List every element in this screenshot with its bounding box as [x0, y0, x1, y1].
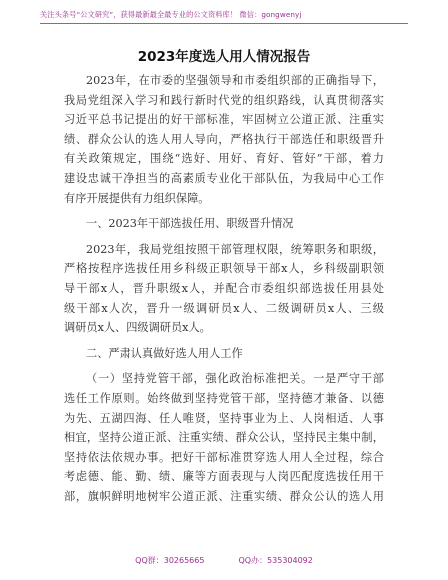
document-title: 2023年度选人用人情况报告	[137, 49, 311, 65]
body-line: 调研员x人、四级调研员x人。	[64, 321, 211, 335]
body-line: 2023年，我局党组按照干部管理权限，统筹职务和职级，	[86, 242, 384, 256]
body-line: 严格按程序选拔任用乡科级正职领导干部x人，乡科级副职领	[64, 262, 384, 276]
footer-qq-group: QQ群：30265665	[135, 556, 205, 565]
document-body	[64, 71, 384, 506]
body-line: 有关政策规定，围绕“选好、用好、育好、管好”干部，着力	[64, 152, 384, 166]
body-line: 2023年，在市委的坚强领导和市委组织部的正确指导下，	[86, 74, 384, 87]
footer-qq-office: QQ办：535304092	[238, 556, 313, 565]
footer	[0, 555, 448, 566]
body-line: 我局党组深入学习和践行新时代党的组织路线，认真贯彻落实	[64, 93, 384, 107]
body-line: 建设忠诚干净担当的高素质专业化干部队伍，为我局中心工作	[64, 171, 384, 185]
body-line: 坚持依法依规办事。把好干部标准贯穿选人用人全过程，综合	[64, 450, 384, 464]
promo-header: 关注头条号“公文研究”，获得最新最全最专业的公文资料库！ 微信：gongwenyj	[40, 10, 302, 19]
body-line: 部，旗帜鲜明地树牢公道正派、注重实绩、群众公认的选人用	[64, 489, 384, 503]
body-line: 相宜，坚持公道正派、注重实绩、群众公认，坚持民主集中制，	[64, 431, 384, 445]
header-bar	[40, 10, 408, 24]
body-line: 导干部x人，晋升职级x人，并配合市委组织部选拔任用县处	[64, 281, 384, 295]
body-line: 有序开展提供有力组织保障。	[64, 191, 210, 205]
body-line: 习近平总书记提出的好干部标准，牢固树立公道正派、注重实	[64, 113, 384, 127]
section-heading: 二、严肃认真做好选人用人工作	[86, 346, 243, 360]
body-line: （一）坚持党管干部，强化政治标准把关。一是严守干部	[86, 372, 384, 386]
body-line: 级干部x人次，晋升一级调研员x人、二级调研员x人、三级	[64, 301, 384, 315]
body-line: 绩、群众公认的选人用人导向，严格执行干部选任和职级晋升	[64, 132, 384, 146]
body-line: 选任工作原则。始终做到坚持党管干部，坚持德才兼备、以德	[64, 391, 384, 405]
body-line: 为先、五湖四海、任人唯贤，坚持事业为上、人岗相适、人事	[64, 411, 384, 425]
section-heading: 一、2023年干部选拔任用、职级晋升情况	[86, 217, 294, 231]
body-line: 考虑德、能、勤、绩、廉等方面表现与人岗匹配度选拔任用干	[64, 470, 384, 484]
